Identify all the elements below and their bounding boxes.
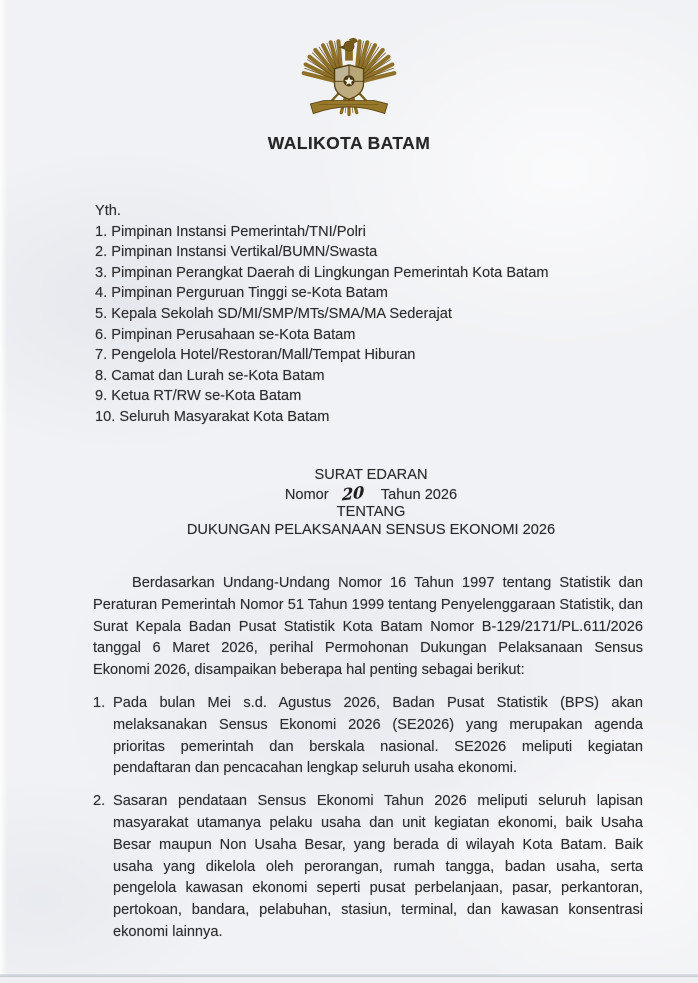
letterhead-title: WALIKOTA BATAM [267, 133, 431, 153]
document-type-title: SURAT EDARAN [314, 467, 428, 483]
addressee-block [95, 201, 595, 428]
document-number-line [93, 482, 649, 505]
nomor-label: Nomor [284, 486, 329, 503]
opening-paragraph: Berdasarkan Undang-Undang Nomor 16 Tahun 1997 tentang Statistik dan Peraturan Pemerintah Nomor 51 Tahun 1999 tentang Penyelenggaraan Statistik, dan Surat Kepala Badan Pusat Statistik Kota Batam Nomor B-129/2171/PL.611/2026 tanggal 6 Maret 2026, perihal Permohonan Dukungan Pelaksanaan Sensus Ekonomi 2026, disampaikan beberapa hal penting sebagai berikut: [93, 575, 643, 679]
addressee-item: 1. Pimpinan Instansi Pemerintah/TNI/Polri [95, 223, 366, 240]
addressee-item: 6. Pimpinan Perusahaan se-Kota Batam [95, 326, 356, 343]
scan-left-edge [0, 0, 7, 983]
scan-bottom-strip [0, 977, 698, 983]
letterhead-emblem-wrap [296, 29, 402, 123]
addressee-item: 7. Pengelola Hotel/Restoran/Mall/Tempat Hiburan [95, 347, 416, 364]
scan-bottom-edge-line [0, 974, 698, 977]
tahun-label: Tahun 2026 [380, 486, 458, 503]
handwritten-document-number: 20 [341, 482, 364, 505]
body-item-1 [93, 693, 643, 780]
item-text: Pada bulan Mei s.d. Agustus 2026, Badan Pusat Statistik (BPS) akan melaksanakan Sensus Ekonomi 2026 (SE2026) yang merupakan agenda prioritas pemerintah dan berskala nasional. SE2026 meliputi kegiatan pendaftaran dan pencacahan lengkap seluruh usaha ekonomi. [113, 694, 643, 777]
document-subject: DUKUNGAN PELAKSANAAN SENSUS EKONOMI 2026 [186, 521, 556, 538]
item-text: Sasaran pendataan Sensus Ekonomi Tahun 2026 meliputi seluruh lapisan masyarakat utamanya pelaku usaha dan unit kegiatan ekonomi, baik Usaha Besar maupun Non Usaha Besar, yang berada di wilayah Kota Batam. Baik usaha yang dikelola oleh perorangan, rumah tangga, badan usaha, serta pengelola kawasan ekonomi seperti pusat perbelanjaan, pasar, perkantoran, pertokoan, bandara, pelabuhan, stasiun, terminal, dan kawasan konsentrasi ekonomi lainnya. [113, 793, 643, 940]
tentang-label: TENTANG [336, 504, 406, 521]
garuda-pancasila-emblem [296, 29, 402, 123]
addressee-item: 9. Ketua RT/RW se-Kota Batam [95, 388, 302, 405]
addressee-item: 2. Pimpinan Instansi Vertikal/BUMN/Swasta [95, 244, 378, 261]
addressee-item: 4. Pimpinan Perguruan Tinggi se-Kota Batam [95, 285, 388, 302]
body-item-2 [93, 791, 643, 944]
addressee-salutation: Yth. [95, 203, 121, 219]
addressee-item: 5. Kepala Sekolah SD/MI/SMP/MTs/SMA/MA Sederajat [95, 305, 452, 322]
item-number: 1. [93, 694, 106, 711]
addressee-item: 10. Seluruh Masyarakat Kota Batam [95, 408, 330, 425]
addressee-item: 8. Camat dan Lurah se-Kota Batam [95, 367, 325, 384]
item-number: 2. [93, 793, 106, 810]
document-title-block [93, 467, 649, 539]
addressee-item: 3. Pimpinan Perangkat Daerah di Lingkungan Pemerintah Kota Batam [95, 264, 549, 281]
letter-body [93, 573, 643, 944]
